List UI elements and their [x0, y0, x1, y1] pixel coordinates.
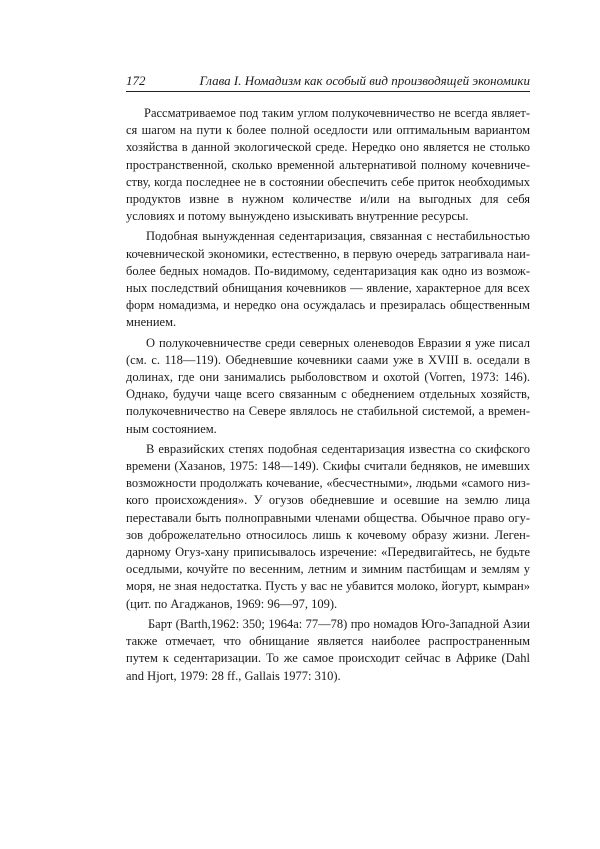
- running-header: [126, 73, 530, 92]
- paragraph: В евразийских степях подобная седентаризация известна со скифского времени (Хазанов, 1975: 148—149). Скифы считали бедняков, не имевших возможности продолжать кочевание, «бесчестными», людьми «самого низкого происхождения». У огузов обедневшие и осевшие на землю лица переставали быть полноправными членами общества. Обычное право огузов доброжелательно относилось лишь к кочевому образу жизни. Легендарному Огуз-хану приписывалось изречение: «Передвигайтесь, не будьте оседлыми, кочуйте по весенним, летним и зимним пастбищам и землям у моря, не зная недостатка. Пусть у вас не убавится молоко, йогурт, кымран» (цит. по Агаджанов, 1969: 96—97, 109).: [126, 441, 530, 611]
- page-number: 172: [126, 73, 146, 88]
- body-text: [126, 105, 530, 688]
- chapter-title: Глава I. Номадизм как особый вид производящей экономики: [199, 73, 530, 88]
- paragraph: Барт (Barth,1962: 350; 1964a: 77—78) про номадов Юго-Западной Азии также отмечает, что обнищание является наиболее распространенным путем к седентаризации. То же самое происходит сейчас в Африке (Dahl and Hjort, 1979: 28 ff., Gallais 1977: 310).: [126, 616, 530, 683]
- paragraph: Подобная вынужденная седентаризация, связанная с нестабильностью кочевнической экономики, естественно, в первую очередь затрагивала наиболее бедных номадов. По-видимому, седентаризация как одно из возможных последствий обнищания кочевников — явление, характерное для всех форм номадизма, и нередко она осуждалась и презиралась общественным мнением.: [126, 229, 530, 330]
- paragraph: Рассматриваемое под таким углом полукочевничество не всегда является шагом на пути к более полной оседлости или оптимальным вариантом хозяйства в данной экологической среде. Нередко оно является не столько пространственной, сколько временной альтернативой полному кочевничеству, когда последнее не в состоянии обеспечить себе приток необходимых продуктов извне в нужном количестве и/или на выгодных для себя условиях и потому вынуждено изыскивать внутренние ресурсы.: [126, 106, 530, 224]
- paragraph: О полукочевничестве среди северных оленеводов Евразии я уже писал (см. с. 118—119). Обедневшие кочевники саами уже в XVIII в. оседали в долинах, где они занимались рыболовством и охотой (Vorren, 1973: 146). Однако, будучи чаще всего связанным с обеднением отдельных хозяйств, полукочевничество на Севере являлось не стабильной системой, а временным состоянием.: [126, 335, 530, 436]
